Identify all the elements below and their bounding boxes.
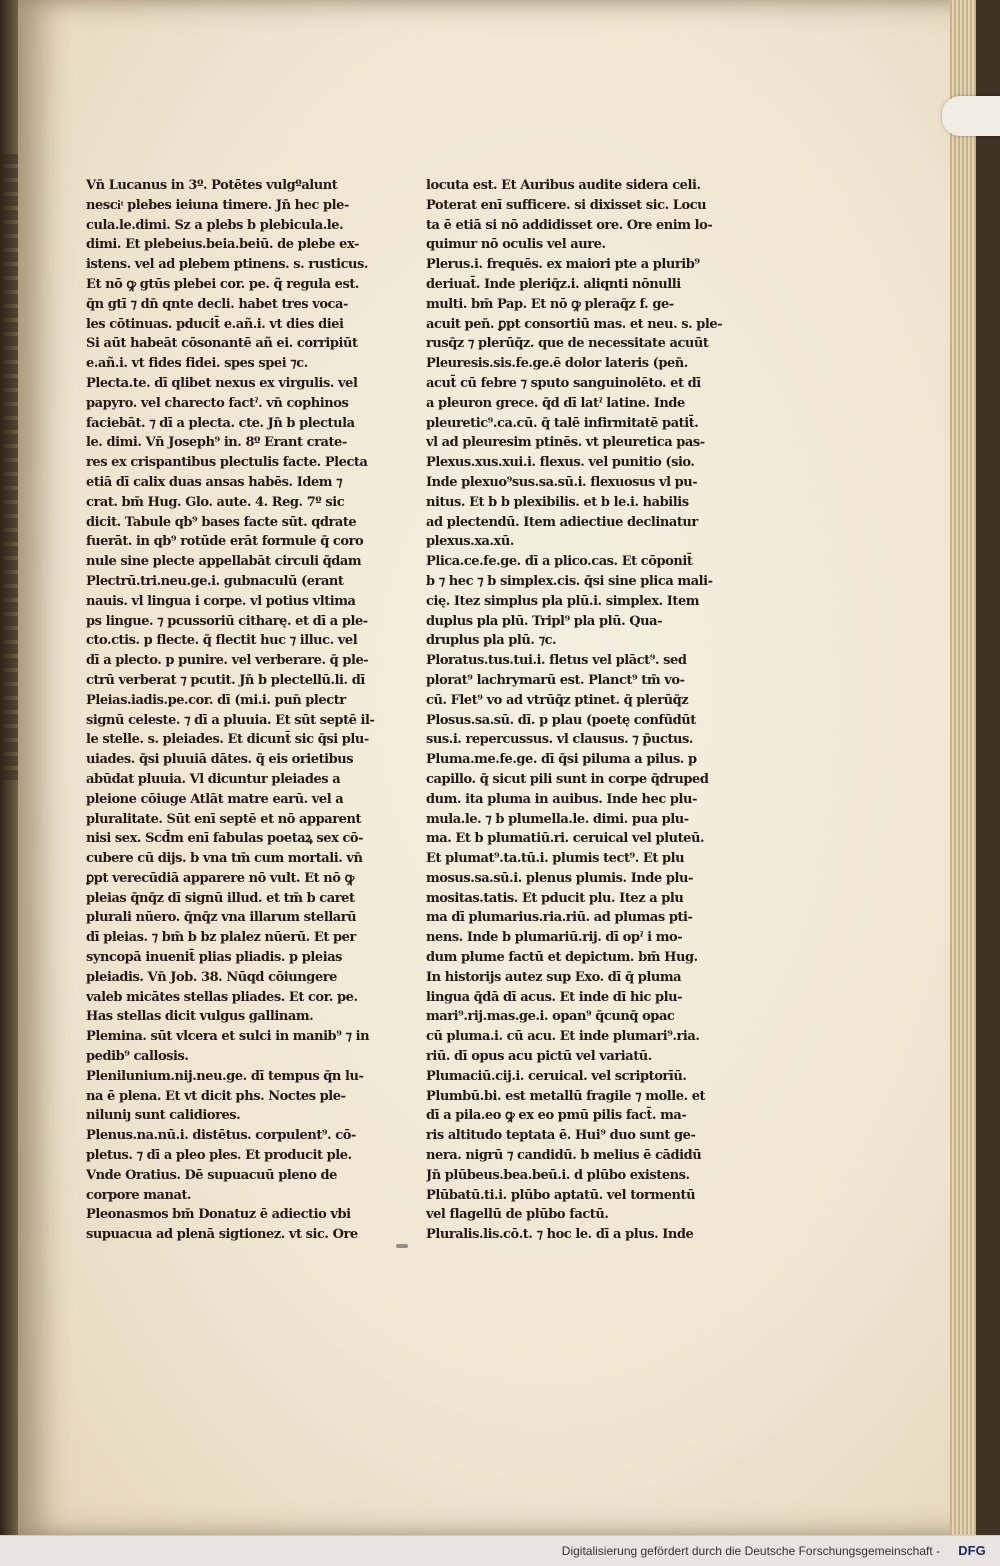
text-line: Et plumat⁹.ta.tū.i. plumis tect⁹. Et plu — [426, 851, 685, 867]
text-line: b ⁊ hec ⁊ b simplex.cis. q̄si sine plica mali- — [426, 573, 713, 589]
text-line: Plūbatū.ti.i. plūbo aptatū. vel tormentū — [426, 1187, 696, 1203]
text-line: druplus pla plū. ⁊c. — [426, 633, 557, 649]
text-line: Plumbū.bi. est metallū fragile ⁊ molle. et — [426, 1088, 706, 1104]
text-line: vl ad pleuresim ptinēs. vt pleuretica pas- — [426, 435, 705, 451]
text-line: Si aūt habeāt cōsonantē añ ei. corripiūt — [86, 336, 358, 352]
text-line: Plecta.te. dī qlibet nexus ex virgulis. vel — [86, 375, 358, 391]
text-line: dī a plecto. p punire. vel verberare. q̄ ple- — [86, 653, 369, 669]
text-line: acuit pen̄. ꝑpt consortiū mas. et neu. s. ple- — [426, 316, 723, 332]
text-line: In historijs autez sup Exo. dī q̄ pluma — [426, 969, 682, 985]
text-line: q̄n gtī ⁊ dn̄ qnte decli. habet tres voca- — [86, 296, 348, 312]
text-line: nitus. Et b b plexibilis. et b le.i. habilis — [426, 494, 689, 510]
text-line: nisi sex. Scd̄m enī fabulas poetaꝝ sex cō- — [86, 831, 364, 847]
text-line: le stelle. s. pleiades. Et dicunt̄ sic q̄si plu- — [86, 732, 369, 748]
text-line: dum plume factū et depictum. bm̄ Hug. — [426, 950, 698, 966]
text-line: lingua q̄dā dī acus. Et inde dī hic plu- — [426, 989, 683, 1005]
text-line: Pluralis.lis.cō.t. ⁊ hoc le. dī a plus. Inde — [426, 1227, 694, 1243]
text-line: valeb micātes stellas pliades. Et cor. pe. — [86, 989, 358, 1005]
text-line: Plectrū.tri.neu.ge.i. gubnaculū (erant — [86, 573, 344, 589]
text-line: Pleuresis.sis.fe.ge.ē dolor lateris (pen̄. — [426, 356, 688, 372]
text-line: ma dī plumarius.ria.riū. ad plumas pti- — [426, 910, 693, 926]
text-line: ma. Et b plumatiū.ri. ceruical vel pluteū. — [426, 831, 705, 847]
text-line: dicit. Tabule qb⁹ bases facte sūt. qdrate — [86, 514, 357, 530]
text-line: ctrū verberat ⁊ pcutit. Jn̄ b plectellū.li. dī — [86, 672, 365, 688]
text-line: sus.i. repercussus. vl clausus. ⁊ p̄uctus. — [426, 732, 693, 748]
text-line: cto.ctis. p flecte. q̄ flectit huc ⁊ illuc. vel — [86, 633, 358, 649]
text-line: Plexus.xus.xui.i. flexus. vel punitio (sio. — [426, 455, 695, 471]
text-line: dimi. Et plebeius.beia.beiū. de plebe ex- — [86, 237, 359, 253]
text-line: mositas.tatis. Et pducit plu. Itez a plu — [426, 890, 684, 906]
text-line: ta ē etiā si nō addidisset ore. Ore enim lo- — [426, 217, 713, 233]
left-text-column — [86, 176, 390, 1246]
text-line: etiā dī calix duas ansas habēs. Idem ⁊ — [86, 474, 343, 490]
text-line: Et nō ꝙ gtūs plebei cor. pe. q̃ regula est. — [86, 276, 359, 292]
text-line: supuacua ad plenā sigtionez. vt sic. Ore — [86, 1227, 358, 1243]
text-line: plurali nūero. q̄nq̄z vna illarum stellarū — [86, 910, 357, 926]
text-line: Plenus.na.nū.i. distētus. corpulent⁹. cō- — [86, 1128, 356, 1144]
text-line: Has stellas dicit vulgus gallinam. — [86, 1009, 314, 1025]
text-line: Jn̄ plūbeus.bea.beū.i. d plūbo existens. — [426, 1167, 690, 1183]
text-line: Plemina. sūt vlcera et sulci in manib⁹ ⁊ in — [86, 1029, 370, 1045]
text-line: Ploratus.tus.tui.i. fletus vel plāct⁹. sed — [426, 653, 687, 669]
text-line: capillo. q̄ sicut pili sunt in corpe q̄druped — [426, 771, 709, 787]
text-line: vel flagellū de plūbo factū. — [426, 1207, 609, 1223]
text-line: nera. nigrū ⁊ candidū. b melius ē cādidū — [426, 1148, 702, 1164]
text-line: pedib⁹ callosis. — [86, 1049, 189, 1065]
text-line: le. dimi. Vn̄ Joseph⁹ in. 8º Erant crate- — [86, 435, 347, 451]
text-line: niluniȷ sunt calidiores. — [86, 1108, 241, 1124]
text-line: dum. ita pluma in auibus. Inde hec plu- — [426, 791, 697, 807]
text-line: Pluma.me.fe.ge. dī q̄si piluma a pilus. p — [426, 752, 697, 768]
text-line: rusq̄z ⁊ plerūq̄z. que de necessitate acuūt — [426, 336, 709, 352]
text-line: Inde plexuo⁹sus.sa.sū.i. flexuosus vl pu- — [426, 474, 698, 490]
text-line: faciebāt. ⁊ dī a plecta. cte. Jn̄ b plectula — [86, 415, 355, 431]
text-line: pletus. ⁊ dī a pleo ples. Et producit ple. — [86, 1148, 352, 1164]
text-line: Vn̄ Lucanus in 3º. Potētes vulgºalunt — [86, 178, 338, 193]
text-line: cubere cū dijs. b vna tm̄ cum mortali. vn̄ — [86, 851, 363, 867]
text-line: dī a pila.eo ꝙ ex eo pmū pilis fact̄. ma- — [426, 1108, 687, 1124]
text-line: Plosus.sa.sū. dī. p plau (poetę confūdūt — [426, 712, 696, 728]
text-line: ꝑpt verecūdiā apparere nō vult. Et nō ꝙ — [86, 870, 354, 886]
text-line: plexus.xa.xū. — [426, 534, 514, 550]
text-line: cię. Itez simplus pla plū.i. simplex. Item — [426, 593, 700, 609]
ink-mark — [396, 1244, 408, 1248]
text-line: Plenilunium.nij.neu.ge. dī tempus q̄n lu- — [86, 1068, 364, 1084]
text-line: Pleonasmos bm̄ Donatuz ē adiectio vbi — [86, 1207, 351, 1223]
text-line: fuerāt. in qb⁹ rotūde erāt formule q̄ coro — [86, 534, 364, 550]
text-line: Plumaciū.cij.i. ceruical. vel scriptorīū. — [426, 1068, 687, 1084]
text-line: plorat⁹ lachrymarū est. Planct⁹ tm̄ vo- — [426, 672, 685, 688]
text-line: abūdat pluuia. Vl dicuntur pleiades a — [86, 771, 341, 787]
paper-bookmark-tab — [942, 96, 1000, 136]
text-line: quimur nō oculis vel aure. — [426, 237, 606, 253]
text-line: cū pluma.i. cū acu. Et inde plumari⁹.ria. — [426, 1029, 700, 1045]
text-line: cū. Flet⁹ vo ad vtrūq̄z ptinet. q̄ plerūq̄z — [426, 692, 689, 708]
text-line: Plica.ce.fe.ge. dī a plico.cas. Et cōponit̄ — [426, 554, 693, 570]
dfg-logo: DFG — [958, 1543, 986, 1558]
text-line: istens. vel ad plebem ptinens. s. rusticus. — [86, 257, 368, 273]
text-line: pluralitate. Sūt enī septē et nō apparent — [86, 811, 362, 827]
text-line: deriuat̄. Inde pleriq̄z.i. aliqnti nōnulli — [426, 276, 681, 292]
text-line: nens. Inde b plumariū.rij. dī opˀ i mo- — [426, 930, 683, 946]
digitization-footer — [0, 1535, 1000, 1566]
text-line: ris altitudo teptata ē. Hui⁹ duo sunt ge- — [426, 1128, 696, 1144]
text-line: nesciͭ plebes ieiuna timere. Jn̄ hec ple- — [86, 197, 349, 213]
text-line: na ē plena. Et vt dicit phs. Noctes ple- — [86, 1088, 346, 1104]
text-line: Plerus.i. frequēs. ex maiori pte a plurib⁹ — [426, 257, 700, 273]
text-line: pleias q̄nq̄z dī signū illud. et tm̄ b caret — [86, 890, 355, 906]
text-line: acut̄ cū febre ⁊ sputo sanguinolēto. et dī — [426, 375, 701, 391]
text-line: e.añ.i. vt fides fidei. spes spei ⁊c. — [86, 356, 308, 372]
text-line: corpore manat. — [86, 1187, 192, 1203]
text-line: Poterat enī sufficere. si dixisset sic. Locu — [426, 197, 707, 213]
right-text-column — [426, 176, 738, 1246]
text-line: nule sine plecte appellabāt circuli q̄dam — [86, 554, 362, 570]
text-line: cula.le.dimi. Sz a plebs b plebicula.le. — [86, 217, 344, 233]
text-line: riū. dī opus acu pictū vel variatū. — [426, 1049, 652, 1065]
text-line: mari⁹.rij.mas.ge.i. opan⁹ q̄cunq̄ opac — [426, 1009, 675, 1025]
text-line: papyro. vel charecto factˀ. vn̄ cophinos — [86, 395, 349, 411]
text-line: nauis. vl lingua i corpe. vl potius vltima — [86, 593, 356, 609]
text-line: Vnde Oratius. Dē supuacuū pleno de — [86, 1167, 337, 1183]
text-line: Pleias.iadis.pe.cor. dī (mi.i. pun̄ plectr — [86, 692, 346, 708]
text-line: pleuretic⁹.ca.cū. q̄ talē infirmitatē patit̄. — [426, 415, 699, 431]
text-line: pleione cōiuge Atlāt matre earū. vel a — [86, 791, 344, 807]
text-line: locuta est. Et Auribus audite sidera celi. — [426, 178, 701, 193]
text-line: duplus pla plū. Tripl⁹ pla plū. Qua- — [426, 613, 663, 629]
text-line: syncopā inuenit̄ plias pliadis. p pleias — [86, 950, 343, 966]
footer-credit: Digitalisierung gefördert durch die Deutsche Forschungsgemeinschaft - — [561, 1544, 940, 1558]
text-line: uiades. q̄si pluuiā dātes. q̄ eis orietibus — [86, 752, 354, 768]
text-line: ps lingue. ⁊ pcussoriū citharę. et dī a ple- — [86, 613, 368, 629]
text-line: multi. bm̄ Pap. Et nō ꝙ pleraq̄z f. ge- — [426, 296, 674, 312]
text-line: res ex crispantibus plectulis facte. Plecta — [86, 455, 368, 471]
text-line: les cōtinuas. pducit̄ e.añ.i. vt dies diei — [86, 316, 344, 332]
page-fore-edge — [950, 0, 976, 1540]
text-line: pleiadis. Vn̄ Job. 38. Nūqd cōiungere — [86, 969, 337, 985]
text-line: crat. bm̄ Hug. Glo. aute. 4. Reg. 7º sic — [86, 494, 345, 510]
text-line: dī pleias. ⁊ bm̄ b bz plalez nūerū. Et per — [86, 930, 356, 946]
text-line: mosus.sa.sū.i. plenus plumis. Inde plu- — [426, 870, 693, 886]
text-line: a pleuron grece. q̄d dī latˀ latine. Inde — [426, 395, 685, 411]
text-line: signū celeste. ⁊ dī a pluuia. Et sūt septē il- — [86, 712, 375, 728]
text-line: mula.le. ⁊ b plumella.le. dimi. pua plu- — [426, 811, 689, 827]
text-line: ad plectendū. Item adiectiue declinatur — [426, 514, 698, 530]
